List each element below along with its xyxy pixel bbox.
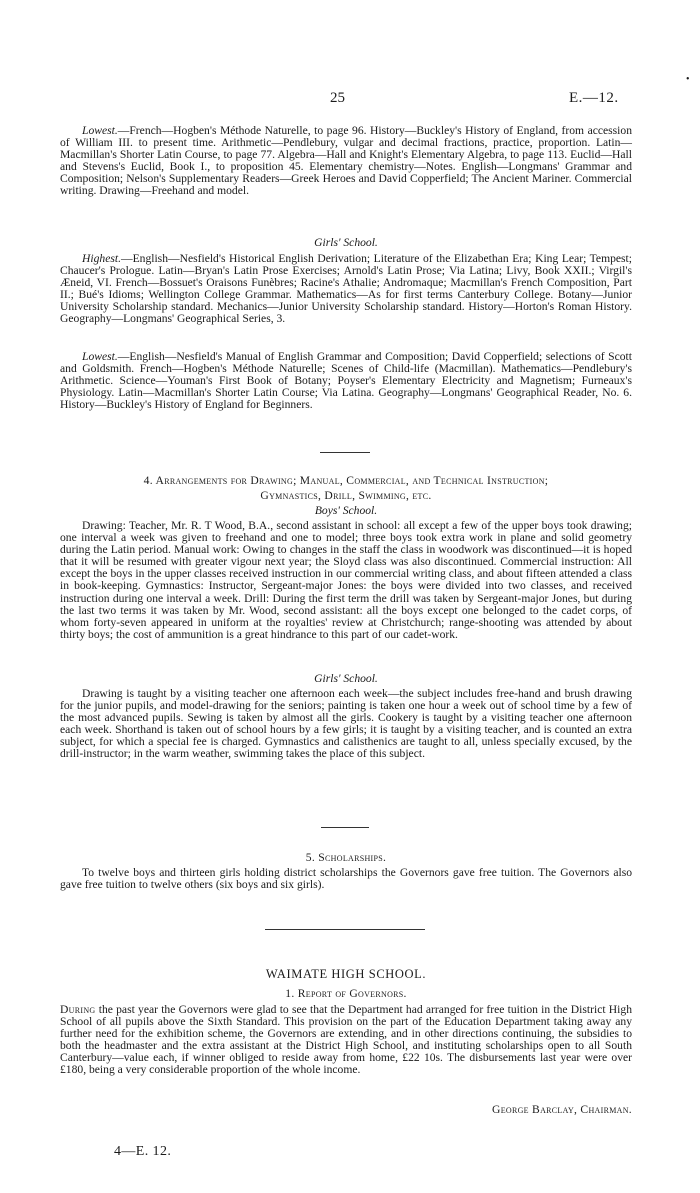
girls-school-heading: Girls' School.	[314, 236, 378, 249]
waimate-title: WAIMATE HIGH SCHOOL.	[265, 967, 427, 981]
girls-lowest-text: —English—Nesfield's Manual of English Grammar and Composition; David Copperfield; selections of Scott and Goldsmith. French—Hogben's Méthode Naturelle; Scenes of Child-life (Macmillan). Mathematics—Pendlebury's Arithmetic. Science—Youman's First Book of Botany; Poyser's Elementary Electricity and Magnetism; Furneaux's Physiology. Latin—Macmillan's Shorter Latin Course; Via Latina. Geography—Longmans' Geographical Reader, No. 6. History—Buckley's History of England for Beginners.	[60, 350, 632, 412]
section4-boys-text: Drawing: Teacher, Mr. R. T Wood, B.A., second assistant in school: all except a few of the upper boys took drawing; one interval a week was given to freehand and one to model; three boys took extra work in plane and solid geometry during the Latin period. Manual work: Owing to changes in the staff the class in woodwork was discontinued—it is hoped that it will be resumed with greater vigour next year; the Sloyd class was also discontinued. Commercial instruction: All except the boys in the upper classes received instruction in our commercial writing class, and about fifteen attended a class in book-keeping. Gymnastics: Instructor, Sergeant-major Jones: the boys were divided into two classes, and received instruction during one interval a week. Drill: During the first term the drill was taken by Sergeant-major Jones, but during the last two terms it was taken by Mr. Wood, second assistant: all the boys except one belonged to the cadet corps, of whom forty-seven appeared in uniform at the royalties' review at Christchurch; range-shooting was attended by about thirty boys; the cost of ammunition is a great hindrance to this part of our cadet-work.	[60, 519, 632, 641]
section5-paragraph	[60, 867, 632, 891]
signature: George Barclay, Chairman.	[492, 1103, 632, 1116]
boys-lowest-label: Lowest.	[82, 124, 118, 137]
footer-reference: 4—E. 12.	[114, 1144, 172, 1159]
margin-mark: •	[686, 74, 690, 85]
girls-highest-paragraph	[60, 253, 632, 326]
boys-lowest-text: —French—Hogben's Méthode Naturelle, to page 96. History—Buckley's History of England, from accession of William III. to present time. Arithmetic—Pendlebury, vulgar and decimal fractions, practice, proportion. Latin—Macmillan's Shorter Latin Course, to page 77. Algebra—Hall and Knight's Elementary Algebra, to page 113. Euclid—Hall and Stevens's Euclid, Book I., to proposition 45. Elementary chemistry—Notes. English—Longmans' Grammar and Composition; Nelson's Supplementary Readers—Greek Heroes and David Copperfield; The Ancient Mariner. Commercial writing. Drawing—Freehand and model.	[60, 124, 632, 198]
section5-text: To twelve boys and thirteen girls holding district scholarships the Governors gave free tuition. The Governors also gave free tuition to twelve others (six boys and six girls).	[60, 866, 632, 892]
section5-heading: 5. Scholarships.	[305, 851, 387, 864]
section-divider-2	[321, 827, 369, 828]
girls-lowest-label: Lowest.	[82, 350, 118, 363]
section4-heading-line1: 4. Arrangements for Drawing; Manual, Commercial, and Technical Instruction;	[143, 474, 549, 487]
waimate-lead-word: During	[60, 1003, 96, 1016]
girls-highest-label: Highest.	[82, 252, 121, 265]
section-divider	[320, 452, 370, 453]
section4-girls-text: Drawing is taught by a visiting teacher one afternoon each week—the subject includes free-hand and brush drawing for the junior pupils, and model-drawing for the seniors; painting is taken one hour a week out of school time by a few of the most advanced pupils. Sewing is taken by almost all the girls. Cookery is taught by a visiting teacher one afternoon each week. Shorthand is taken out of school hours by a few girls; it is taught by a visiting teacher, and is counted an extra subject, for which a special fee is charged. Gymnastics and calisthenics are taught to all, unless specially excused, by the drill-instructor; in the warm weather, swimming takes the place of this subject.	[60, 687, 632, 761]
page-reference: E.—12.	[569, 90, 619, 106]
waimate-subheading: 1. Report of Governors.	[285, 987, 407, 1000]
girls-school-heading-2: Girls' School.	[314, 672, 378, 685]
major-divider	[265, 929, 425, 930]
girls-highest-text: —English—Nesfield's Historical English Derivation; Literature of the Elizabethan Era; King Lear; Tempest; Chaucer's Prologue. Latin—Bryan's Latin Prose Exercises; Arnold's Latin Prose; Via Latina; Livy, Book XXII.; Virgil's Æneid, VI. French—Bossuet's Oraisons Funèbres; Racine's Athalie; Andromaque; Macmillan's French Composition, Part II.; Bué's Idioms; Wellington College Grammar. Mathematics—As for first terms Canterbury College. Botany—Junior University Scholarship standard. Mechanics—Junior University Scholarship standard. History—Horton's Roman History. Geography—Longmans' Geographical Series, 3.	[60, 252, 632, 326]
page-number: 25	[330, 90, 345, 106]
boys-school-heading: Boys' School.	[314, 504, 378, 517]
section4-girls-paragraph	[60, 688, 632, 761]
boys-lowest-paragraph	[60, 125, 632, 198]
section4-heading-line2: Gymnastics, Drill, Swimming, etc.	[260, 489, 432, 502]
waimate-text: the past year the Governors were glad to see that the Department had arranged for free tuition in the District High School of all pupils above the Sixth Standard. This provision on the part of the Education Department taking away any further need for the exhibition scheme, the Governors are extending, and in other directions continuing, the subsidies to both the headmaster and the extra assistant at the District High School, and instituting scholarships open to all South Canterbury—value each, if winner obliged to reside away from home, £22 10s. The disbursements last year were over £180, being a very considerable proportion of the whole income.	[60, 1003, 632, 1077]
section4-boys-paragraph	[60, 520, 632, 641]
waimate-paragraph	[60, 1004, 632, 1077]
girls-lowest-paragraph	[60, 351, 632, 411]
